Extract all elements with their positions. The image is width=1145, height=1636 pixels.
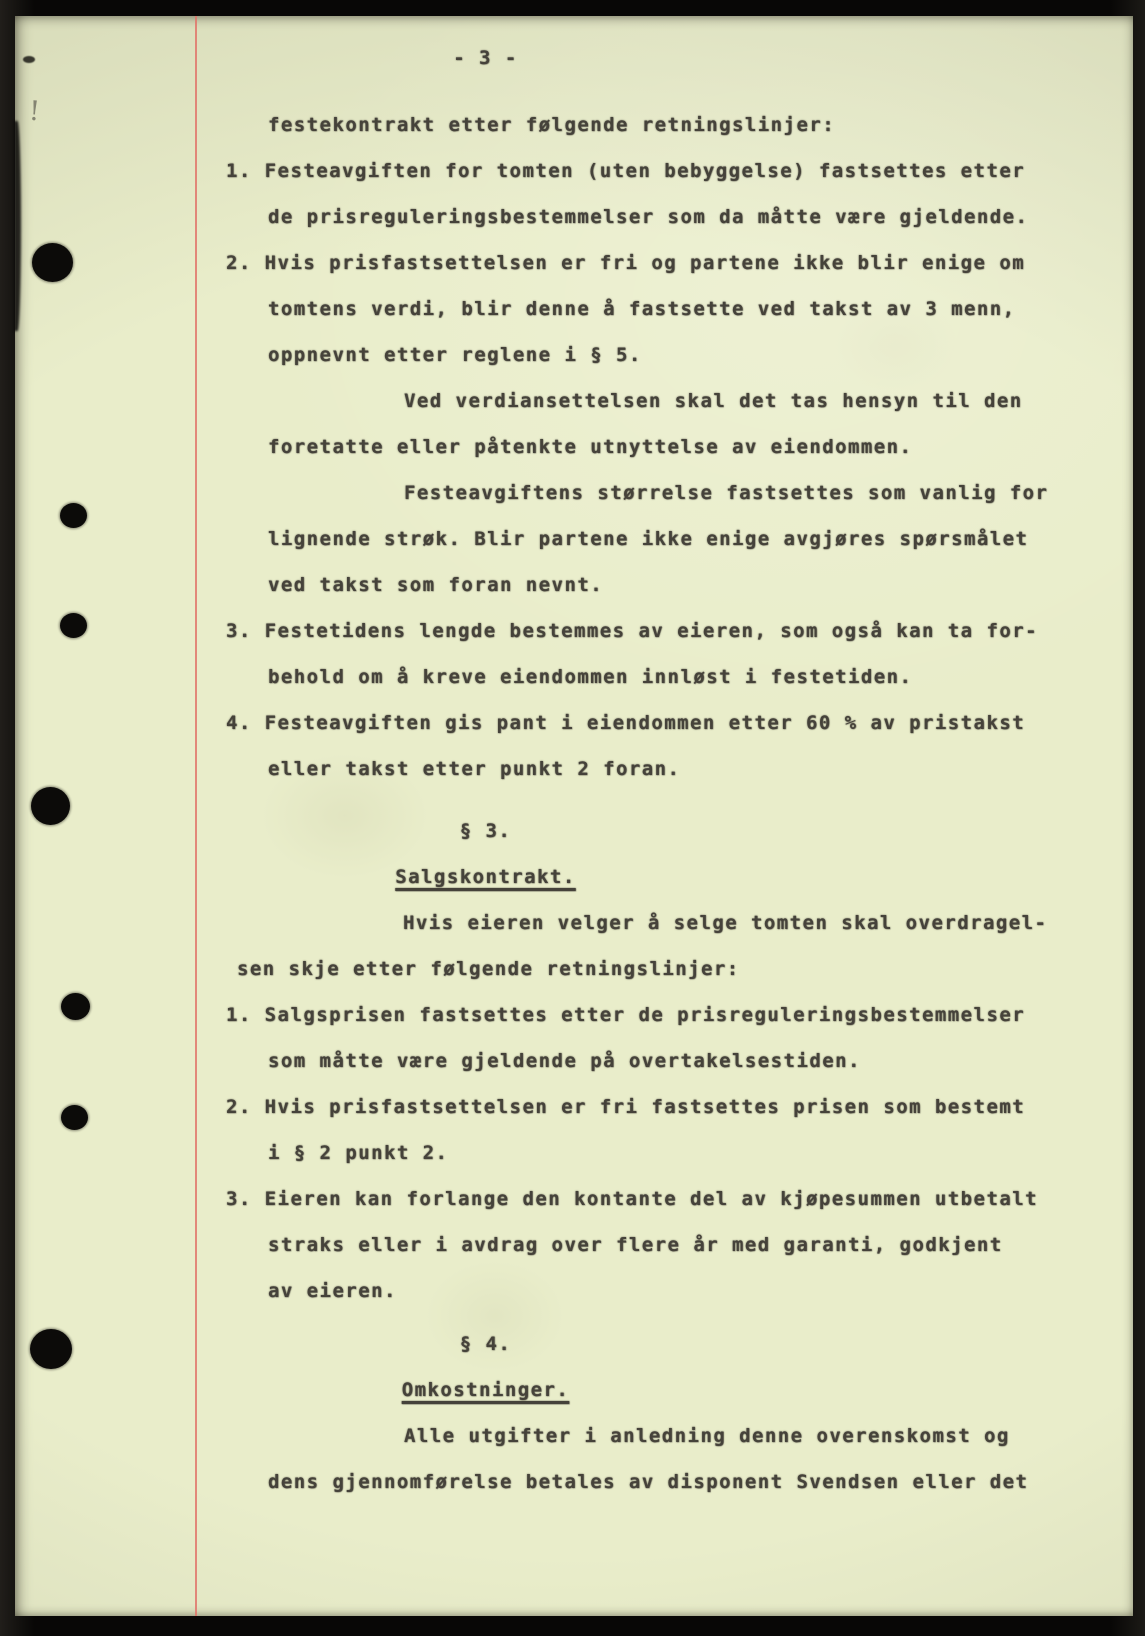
punch-hole xyxy=(30,1329,72,1369)
text-line: 1. Festeavgiften for tomten (uten bebyggelse) fastsettes etter xyxy=(226,160,1026,182)
punch-hole xyxy=(61,993,90,1020)
text-line: dens gjennomførelse betales av disponent Svendsen eller det xyxy=(268,1471,1029,1493)
text-line: Ved verdiansettelsen skal det tas hensyn til den xyxy=(404,390,1023,412)
text-line: Festeavgiftens størrelse fastsettes som vanlig for xyxy=(404,482,1049,504)
text-line: Hvis eieren velger å selge tomten skal overdragel- xyxy=(403,912,1048,934)
text-line: 2. Hvis prisfastsettelsen er fri og partene ikke blir enige om xyxy=(226,252,1026,274)
text-line: 3. Eieren kan forlange den kontante del av kjøpesummen utbetalt xyxy=(226,1188,1039,1210)
text-line: foretatte eller påtenkte utnyttelse av eiendommen. xyxy=(268,436,913,458)
document-page xyxy=(15,16,1133,1616)
text-line: 2. Hvis prisfastsettelsen er fri fastsettes prisen som bestemt xyxy=(226,1096,1026,1118)
text-line: 4. Festeavgiften gis pant i eiendommen etter 60 % av pristakst xyxy=(226,712,1026,734)
typewritten-text xyxy=(226,35,1083,1505)
section-number: § 3. xyxy=(459,820,512,842)
text-line: eller takst etter punkt 2 foran. xyxy=(268,758,681,780)
text-line: Alle utgifter i anledning denne overenskomst og xyxy=(404,1425,1010,1447)
text-line: behold om å kreve eiendommen innløst i festetiden. xyxy=(268,666,913,688)
text-line: i § 2 punkt 2. xyxy=(268,1142,449,1164)
text-line: ved takst som foran nevnt. xyxy=(268,574,604,596)
text-line: 1. Salgsprisen fastsettes etter de prisreguleringsbestemmelser xyxy=(226,1004,1026,1026)
text-line: av eieren. xyxy=(268,1280,397,1302)
text-line: som måtte være gjeldende på overtakelsestiden. xyxy=(268,1050,861,1072)
punch-hole xyxy=(61,1105,88,1130)
text-line: straks eller i avdrag over flere år med garanti, godkjent xyxy=(268,1234,1003,1256)
punch-hole xyxy=(32,243,73,282)
section-heading: Omkostninger. xyxy=(401,1379,570,1401)
section-heading: Salgskontrakt. xyxy=(395,866,576,888)
text-line: de prisreguleringsbestemmelser som da måtte være gjeldende. xyxy=(268,206,1029,228)
punch-hole xyxy=(60,613,87,638)
paper-edge-tear xyxy=(14,121,21,331)
text-line: tomtens verdi, blir denne å fastsette ved takst av 3 menn, xyxy=(268,298,1016,320)
text-line: oppnevnt etter reglene i § 5. xyxy=(268,344,642,366)
text-line: festekontrakt etter følgende retningslinjer: xyxy=(268,114,836,136)
text-line: lignende strøk. Blir partene ikke enige avgjøres spørsmålet xyxy=(268,528,1029,550)
section-number: § 4. xyxy=(459,1333,512,1355)
punch-hole xyxy=(31,787,70,825)
punch-hole xyxy=(60,503,87,528)
pencil-mark: ! xyxy=(27,95,41,128)
text-line: sen skje etter følgende retningslinjer: xyxy=(237,958,740,980)
paper-edge-speck xyxy=(23,56,35,63)
text-line: 3. Festetidens lengde bestemmes av eieren, som også kan ta for- xyxy=(226,620,1039,642)
page-number: - 3 - xyxy=(453,47,518,69)
